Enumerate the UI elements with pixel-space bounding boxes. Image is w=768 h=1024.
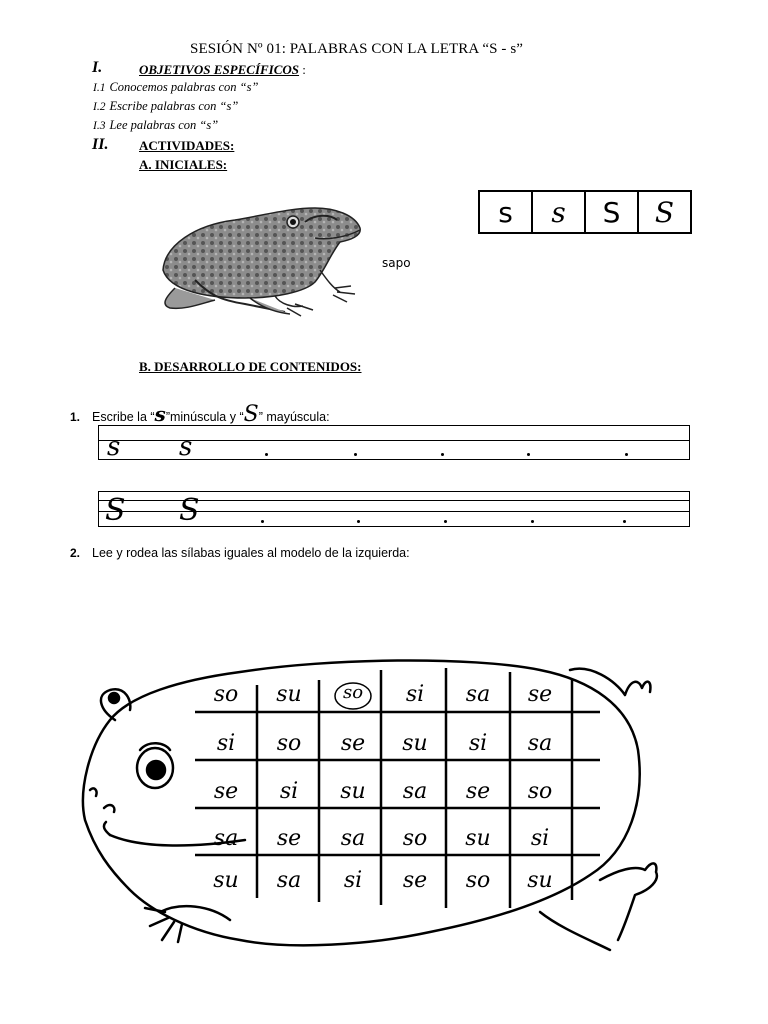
activities-heading: ACTIVIDADES: xyxy=(139,138,235,153)
guide-dot xyxy=(527,453,530,456)
syllable-cell[interactable]: su xyxy=(465,826,491,851)
letter-forms-box xyxy=(478,190,692,234)
guide-sample-glyph: s xyxy=(179,432,193,462)
development-heading: B. DESARROLLO DE CONTENIDOS: xyxy=(139,359,362,374)
activity-one-number: 1. xyxy=(70,410,81,424)
syllable-cell[interactable]: su xyxy=(276,682,302,707)
syllable-cell-circled[interactable]: so xyxy=(342,682,364,703)
initials-heading: A. INICIALES: xyxy=(139,157,228,172)
syllable-cell[interactable]: sa xyxy=(340,826,366,851)
syllable-cell[interactable]: se xyxy=(340,731,366,756)
syllable-cell[interactable]: se xyxy=(213,779,239,804)
guide-dot xyxy=(261,520,264,523)
letter-print-lower: s xyxy=(498,195,513,229)
syllable-cell[interactable]: so xyxy=(276,731,302,756)
objective-number: I.1 xyxy=(93,82,106,94)
syllable-cell[interactable]: so xyxy=(527,779,553,804)
guide-sample-glyph: s xyxy=(107,432,121,462)
activity-one-text-a: Escribe la “ xyxy=(92,410,155,424)
syllable-cell[interactable]: su xyxy=(340,779,366,804)
syllable-cell[interactable]: se xyxy=(527,682,553,707)
letter-cursive-lower: s xyxy=(531,192,584,232)
objective-text: Escribe palabras con “s” xyxy=(109,99,239,113)
syllable-cell[interactable]: so xyxy=(402,826,428,851)
guide-dot xyxy=(265,453,268,456)
cursive-upper-sample: S xyxy=(243,402,259,427)
guide-dot xyxy=(623,520,626,523)
activity-one-text-b: ”minúscula y “ xyxy=(165,410,244,424)
guide-sample-glyph: S xyxy=(105,493,126,528)
syllable-cell[interactable]: sa xyxy=(465,682,491,707)
toad-illustration xyxy=(155,200,375,325)
syllable-cell[interactable]: se xyxy=(465,779,491,804)
objective-item xyxy=(93,99,238,114)
guide-dot xyxy=(625,453,628,456)
syllable-cell[interactable]: si xyxy=(530,826,550,851)
syllable-cell[interactable]: se xyxy=(402,868,428,893)
syllable-cell[interactable]: sa xyxy=(276,868,302,893)
objective-item xyxy=(93,80,258,95)
objective-text: Conocemos palabras con “s” xyxy=(109,80,259,94)
syllable-cell[interactable]: si xyxy=(216,731,236,756)
syllable-cell[interactable]: sa xyxy=(402,779,428,804)
syllable-cell[interactable]: sa xyxy=(527,731,553,756)
objectives-heading-colon: : xyxy=(299,62,306,77)
objectives-heading-text: OBJETIVOS ESPECÍFICOS xyxy=(139,62,300,77)
syllable-cell[interactable]: so xyxy=(213,682,239,707)
syllable-cell[interactable]: si xyxy=(405,682,425,707)
activity-one-instruction xyxy=(70,402,330,427)
guide-dot xyxy=(354,453,357,456)
guide-dot xyxy=(441,453,444,456)
activity-two-instruction xyxy=(70,546,410,560)
objective-number: I.2 xyxy=(93,101,106,113)
activity-two-number: 2. xyxy=(70,546,81,560)
guide-sample-glyph: S xyxy=(179,493,200,528)
syllable-cell[interactable]: si xyxy=(279,779,299,804)
guide-dot xyxy=(444,520,447,523)
syllable-cell[interactable]: si xyxy=(468,731,488,756)
guide-dot xyxy=(357,520,360,523)
section-two-numeral: II. xyxy=(92,136,109,153)
letter-print-upper: S xyxy=(584,192,637,232)
syllable-cell[interactable]: sa xyxy=(213,826,239,851)
objective-item xyxy=(93,118,218,133)
cursive-lower-sample: s xyxy=(154,402,166,426)
syllable-cell[interactable]: se xyxy=(276,826,302,851)
section-one-numeral: I. xyxy=(92,59,103,76)
syllable-cell[interactable]: si xyxy=(343,868,363,893)
objectives-heading xyxy=(139,61,306,79)
toad-label: sapo xyxy=(382,256,411,270)
syllable-cell[interactable]: su xyxy=(402,731,428,756)
activity-two-text: Lee y rodea las sílabas iguales al modelo de la izquierda: xyxy=(92,546,410,560)
syllable-cell[interactable]: su xyxy=(213,868,239,893)
objective-number: I.3 xyxy=(93,120,106,132)
handwriting-guide-uppercase xyxy=(98,491,690,527)
activity-one-text-c: ” mayúscula: xyxy=(258,410,330,424)
guide-dot xyxy=(531,520,534,523)
syllable-cell[interactable]: su xyxy=(527,868,553,893)
letter-cursive-upper: S xyxy=(637,192,690,232)
syllable-cell[interactable]: so xyxy=(465,868,491,893)
objective-text: Lee palabras con “s” xyxy=(109,118,219,132)
page-title: SESIÓN Nº 01: PALABRAS CON LA LETRA “S - s” xyxy=(190,41,524,57)
handwriting-guide-lowercase xyxy=(98,425,690,460)
